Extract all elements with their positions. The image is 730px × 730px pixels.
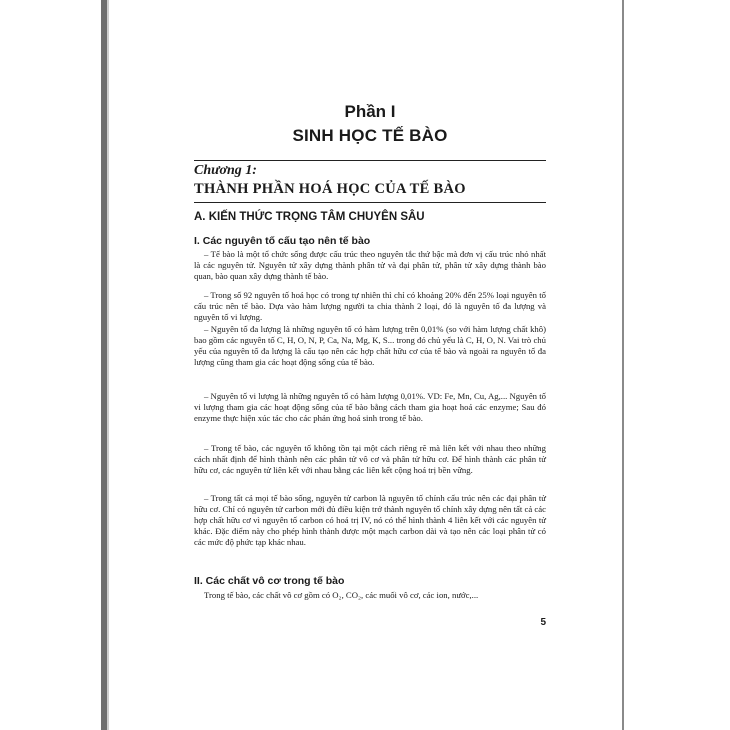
page-edge [622, 0, 624, 730]
book-page [194, 0, 546, 730]
chapter-label: Chương 1: [194, 163, 257, 178]
paragraph: – Nguyên tố vi lượng là những nguyên tố có hàm lượng 0,01%. VD: Fe, Mn, Cu, Ag,... Nguyên tố vi lượng tham gia các hoạt động sống của tế bào bằng cách tham gia hoạt hoá các enzyme; Sau đó enzyme thực hiện xúc tác cho các phản ứng hoá sinh trong tế bào. [194, 391, 546, 424]
paragraph: Trong tế bào, các chất vô cơ gồm có O₂, CO₂, các muối vô cơ, các ion, nước,... [204, 590, 479, 600]
section-1-heading: I. Các nguyên tố cấu tạo nên tế bào [194, 235, 371, 247]
paragraph: – Tế bào là một tổ chức sống được cấu trúc theo nguyên tắc thứ bậc mà đơn vị cấu trúc nhỏ nhất là các nguyên tử. Nguyên tử xây dựng thành phân tử và đại phân tử, phân tử xây dựng thành bào quan, bào quan xây dựng thành tế bào. [194, 249, 546, 282]
section-a-heading: A. KIẾN THỨC TRỌNG TÂM CHUYÊN SÂU [194, 211, 425, 223]
paragraph: – Nguyên tố đa lượng là những nguyên tố có hàm lượng trên 0,01% (so với hàm lượng chất khô) bao gồm các nguyên tố C, H, O, N, P, Ca, Na, Mg, K, S... trong đó chủ yếu là C, H, O, N. Vai trò chủ yếu của nguyên tố đa lượng là cấu tạo nên các hợp chất hữu cơ của tế bào và ngoài ra nguyên tố đa lượng cũng tham gia các hoạt động sống của tế bào. [194, 324, 546, 368]
chapter-rule-top [194, 160, 546, 161]
chapter-title: THÀNH PHẦN HOÁ HỌC CỦA TẾ BÀO [194, 181, 466, 197]
paragraph: – Trong tế bào, các nguyên tố không tồn tại một cách riêng rẽ mà liên kết với nhau theo những cách nhất định để hình thành nên các phân tử vô cơ và phân tử hữu cơ. Để hình thành các phân tử hữu cơ, các nguyên tử liên kết với nhau bằng các liên kết cộng hoá trị bền vững. [194, 443, 546, 476]
page-number: 5 [540, 617, 546, 628]
part-label: Phần I [344, 102, 396, 121]
chapter-rule-bottom [194, 202, 546, 203]
paragraph: – Trong tất cả mọi tế bào sống, nguyên tử carbon là nguyên tố chính cấu trúc nên các đại phân tử hữu cơ. Chỉ có nguyên tử carbon mới đủ điều kiện trở thành nguyên tố chính xây dựng nên tất cả các hợp chất hữu cơ vì nguyên tố carbon có hoá trị IV, nó có thể hình thành 4 liên kết với các nguyên tử khác. Đặc điểm này cho phép hình thành được một mạch carbon dài và tạo nên các loại phân tử có các mức độ phức tạp khác nhau. [194, 493, 546, 548]
section-2-heading: II. Các chất vô cơ trong tế bào [194, 575, 345, 587]
book-spine-highlight [107, 0, 109, 730]
paragraph: – Trong số 92 nguyên tố hoá học có trong tự nhiên thì chỉ có khoảng 20% đến 25% loại nguyên tố cấu trúc nên tế bào. Dựa vào hàm lượng người ta chia thành 2 loại, đó là nguyên tố đa lượng và nguyên tố vi lượng. [194, 290, 546, 323]
part-title: SINH HỌC TẾ BÀO [292, 126, 448, 145]
